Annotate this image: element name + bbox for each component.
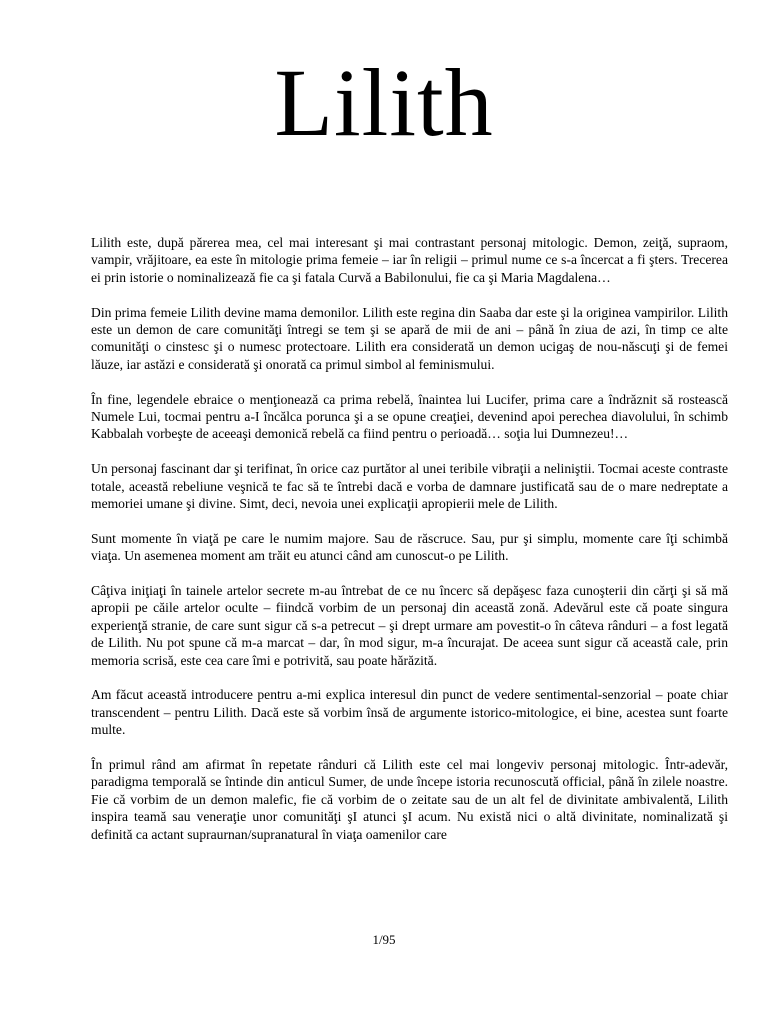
paragraph: Din prima femeie Lilith devine mama demonilor. Lilith este regina din Saaba dar este şi la originea vampirilor. Lilith este un demon de care comunităţi întregi se tem şi se apară de mii de ani – până în ziua de azi, în timp ce alte comunităţi o cinstesc şi o numesc protectoare. Lilith era considerată un demon ucigaş de nou-născuţi şi de femei lăuze, iar astăzi e considerată şi onorată ca primul simbol al feminismului. [91, 304, 728, 372]
paragraph: Sunt momente în viaţă pe care le numim majore. Sau de răscruce. Sau, pur şi simplu, momente care îţi schimbă viaţa. Un asemenea moment am trăit eu atunci când am cunoscut-o pe Lilith. [91, 530, 728, 564]
document-title: Lilith [274, 49, 494, 156]
page-number: 1/95 [372, 932, 396, 947]
paragraph: În primul rând am afirmat în repetate rânduri că Lilith este cel mai longeviv personaj mitologic. Într-adevăr, paradigma temporală se întinde din anticul Sumer, de unde începe istoria recunoscută official, până în zilele noastre. Fie că vorbim de un demon malefic, fie că vorbim de o zeitate sau de un alt fel de divinitate ambivalentă, Lilith inspira teamă sau veneraţie unor comunităţi şI atunci şI acum. Nu există nici o altă divinitate, nominalizată şi definită ca actant supraurnan/supranatural în viaţa oamenilor care [91, 757, 728, 842]
paragraph: Un personaj fascinant dar şi terifinat, în orice caz purtător al unei teribile vibraţii a neliniştii. Tocmai aceste contraste totale, această rebeliune veşnică te fac să te întrebi dacă e vorba de damnare justificată sau de o mare nedreptate a memoriei umane şi divine. Simt, deci, nevoia unei explicaţii apropierii mele de Lilith. [91, 461, 728, 512]
paragraph: Lilith este, după părerea mea, cel mai interesant şi mai contrastant personaj mitologic. Demon, zeiţă, supraom, vampir, vrăjitoare, ea este în mitologie prima femeie – iar în religii – primul nume ce s-a încercat a fi şters. Trecerea ei prin istorie o nominalizează fie ca şi fatala Curvă a Babilonului, fie ca şi Maria Magdalena… [91, 235, 728, 285]
paragraph: Câţiva iniţiaţi în tainele artelor secrete m-au întrebat de ce nu încerc să depăşesc faza cunoşterii din cărţi şi să mă apropii pe căile artelor oculte – fiindcă vorbim de un personaj din această zonă. Adevărul este că poate singura experienţă stranie, de care sunt sigur că s-a petrecut – şi drept urmare am povestit-o în câteva rânduri – a fost legată de Lilith. Nu pot spune că m-a marcat – dar, în mod sigur, m-a încurajat. De aceea sunt sigur că această cale, prin memoria scrisă, este cea care îmi e potrivită, sau poate hărăzită. [91, 583, 728, 668]
document-body [91, 234, 728, 861]
paragraph: Am făcut această introducere pentru a-mi explica interesul din punct de vedere sentimental-senzorial – poate chiar transcendent – pentru Lilith. Dacă este să vorbim însă de argumente istorico-mitologice, ei bine, acestea sunt foarte multe. [91, 687, 728, 738]
paragraph: În fine, legendele ebraice o menţionează ca prima rebelă, înaintea lui Lucifer, prima care a îndrăznit să rostească Numele Lui, tocmai pentru a-I încălca porunca şi a se opune creaţiei, devenind apoi perechea diavolului, în schimb Kabbalah vorbeşte de aceeaşi demonică rebelă ca fiind pentru o perioadă… soţia lui Dumnezeu!… [91, 391, 728, 442]
